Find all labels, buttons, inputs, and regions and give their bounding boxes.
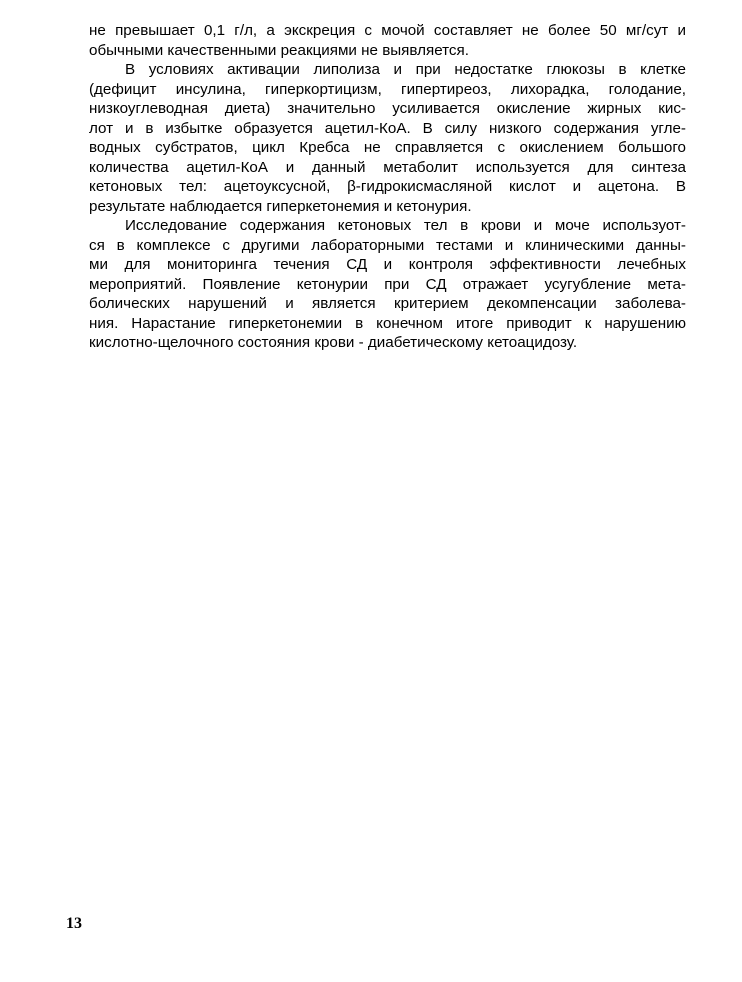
paragraph-3 (89, 216, 686, 353)
paragraph-1 (89, 21, 686, 60)
paragraph-2 (89, 60, 686, 216)
text-line: низкоуглеводная диета) значительно усиливается окисление жирных кис- (89, 100, 686, 117)
text-line: ния. Нарастание гиперкетонемии в конечном итоге приводит к нарушению (89, 314, 686, 332)
text-line: не превышает 0,1 г/л, а экскреция с мочой составляет не более 50 мг/сут и (89, 22, 686, 39)
text-line: количества ацетил-КоА и данный метаболит используется для синтеза (89, 158, 686, 176)
text-line: Исследование содержания кетоновых тел в крови и моче используот- (125, 217, 686, 234)
text-line: кислотно-щелочного состояния крови - диабетическому кетоацидозу. (89, 334, 578, 351)
text-line: (дефицит инсулина, гиперкортицизм, гипертиреоз, лихорадка, голодание, (89, 80, 686, 98)
text-line: кетоновых тел: ацетоуксусной, β-гидрокисмасляной кислот и ацетона. В (89, 178, 686, 195)
text-line: В условиях активации липолиза и при недостатке глюкозы в клетке (125, 61, 686, 78)
text-line: результате наблюдается гиперкетонемия и кетонурия. (89, 197, 472, 215)
text-line: лот и в избытке образуется ацетил-КоА. В силу низкого содержания угле- (89, 119, 686, 137)
text-body (89, 21, 686, 353)
text-line: ся в комплексе с другими лабораторными тестами и клиническими данны- (89, 236, 686, 254)
text-line: водных субстратов, цикл Кребса не справляется с окислением большого (89, 139, 686, 156)
text-line: обычными качественными реакциями не выявляется. (89, 41, 469, 59)
text-line: мероприятий. Появление кетонурии при СД отражает усугубление мета- (89, 275, 686, 293)
page-number: 13 (66, 915, 82, 932)
text-line: болических нарушений и является критерием декомпенсации заболева- (89, 295, 686, 312)
text-line: ми для мониторинга течения СД и контроля эффективности лечебных (89, 256, 686, 273)
